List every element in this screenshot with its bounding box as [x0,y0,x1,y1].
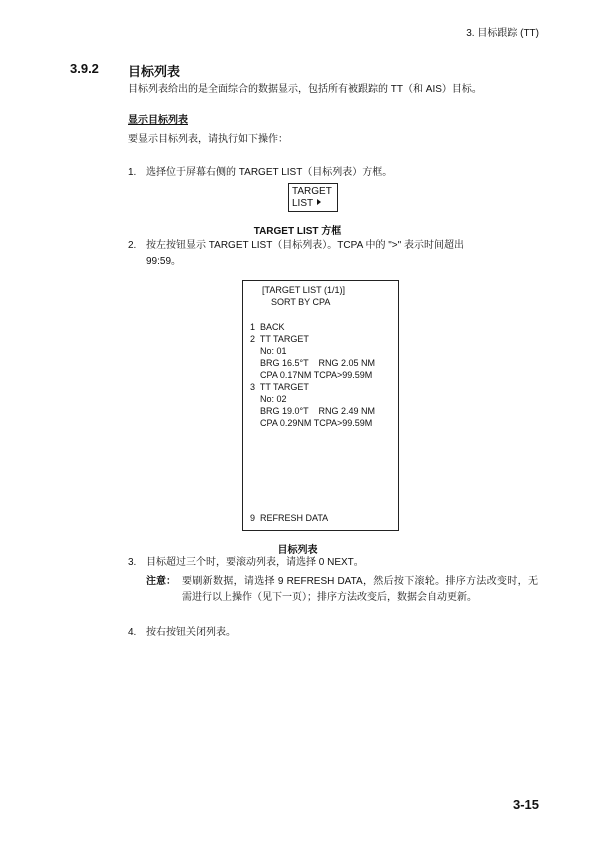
list-item: BRG 16.5°T RNG 2.05 NM [250,358,375,368]
figure-caption-target-list: 目标列表 [277,545,318,556]
step-2-text-line2: 99:59。 [146,256,182,267]
target-list-box-line1: TARGET [292,186,332,197]
note-body: 要刷新数据，请选择 9 REFRESH DATA，然后按下滚轮。排序方法改变时，无需进行以上操作（见下一页）；排序方法改变后，数据会自动更新。 [182,576,538,603]
list-item: BRG 19.0°T RNG 2.49 NM [250,406,375,416]
note-label: 注意： [146,576,176,587]
step-3-text: 目标超过三个时，要滚动列表，请选择 0 NEXT。 [146,557,364,568]
step-2-number: 2. [128,240,137,251]
target-list-box-line2: LIST [292,198,314,209]
step-1-number: 1. [128,167,137,178]
target-list-refresh: 9 REFRESH DATA [250,513,329,523]
target-list-illustration [242,280,399,531]
step-3-number: 3. [128,557,137,568]
triangle-right-icon [317,199,321,205]
target-list-box-illustration [288,183,338,212]
list-item: CPA 0.29NM TCPA>99.59M [250,418,373,428]
section-title: 目标列表 [128,64,181,79]
step-4-text: 按右按钮关闭列表。 [146,627,236,638]
list-item: No: 01 [250,346,287,356]
step-2-text-line1: 按左按钮显示 TARGET LIST（目标列表）。TCPA 中的 ">" 表示时间超出 [146,240,464,251]
subheading: 显示目标列表 [128,115,188,126]
step-4-number: 4. [128,627,137,638]
list-item: No: 02 [250,394,287,404]
figure-caption-target-list-box: TARGET LIST 方框 [253,226,342,237]
section-number: 3.9.2 [70,61,99,76]
intro-paragraph: 目标列表给出的是全面综合的数据显示，包括所有被跟踪的 TT（和 AIS）目标。 [128,84,482,95]
list-item: 1 BACK [250,322,285,332]
target-list-sort: SORT BY CPA [271,297,331,307]
instruction-text: 要显示目标列表，请执行如下操作： [128,134,288,145]
list-item: CPA 0.17NM TCPA>99.59M [250,370,373,380]
running-header: 3. 目标跟踪 (TT) [466,28,539,39]
target-list-title: [TARGET LIST (1/1)] [262,285,346,295]
target-list-box-line2-wrap [292,198,334,210]
list-item: 2 TT TARGET [250,334,309,344]
list-item: 3 TT TARGET [250,382,309,392]
step-1-text: 选择位于屏幕右侧的 TARGET LIST（目标列表）方框。 [146,167,393,178]
page-number: 3-15 [512,797,539,812]
